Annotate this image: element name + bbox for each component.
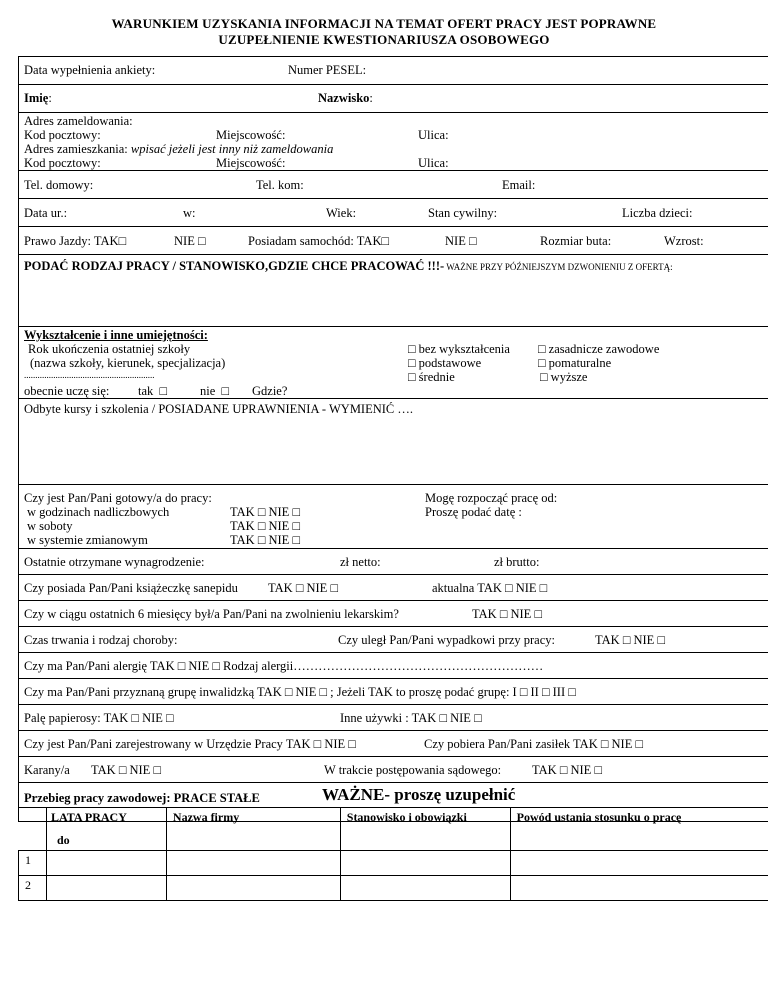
age-field[interactable]: Wiek:: [326, 206, 357, 220]
position-column-header: Stanowisko i obowiązki: [340, 808, 510, 851]
divider: [18, 548, 768, 549]
residence-address-note: wpisać jeżeli jest inny niż zameldowania: [130, 142, 334, 156]
driving-license-no-checkbox[interactable]: NIE □: [174, 234, 206, 248]
divider: [18, 112, 768, 113]
court-proceedings-label: W trakcie postępowania sądowego:: [324, 763, 502, 777]
mobile-phone-field[interactable]: Tel. kom:: [256, 178, 304, 192]
table-cell: [19, 808, 47, 851]
divider: [18, 170, 768, 171]
birth-date-field[interactable]: Data ur.:: [24, 206, 68, 220]
divider: [18, 398, 768, 399]
table-cell[interactable]: [340, 876, 510, 901]
divider: [18, 600, 768, 601]
saturdays-checkboxes[interactable]: TAK □ NIE □: [230, 519, 300, 533]
car-no-checkbox[interactable]: NIE □: [445, 234, 477, 248]
registered-address-label: Adres zameldowania:: [24, 114, 133, 128]
height-field[interactable]: Wzrost:: [664, 234, 704, 248]
car-yes-checkbox[interactable]: Posiadam samochód: TAK□: [248, 234, 390, 248]
checkbox-icon: □: [221, 384, 230, 398]
residence-address-label: [24, 142, 333, 157]
table-row[interactable]: [19, 876, 768, 901]
divider: [18, 730, 768, 731]
first-name-colon: :: [48, 91, 52, 105]
courses-field[interactable]: Odbyte kursy i szkolenia / POSIADANE UPRAWNIENIA - WYMIENIĆ ….: [24, 402, 414, 416]
row-number: 2: [19, 876, 47, 901]
last-name-label: Nazwisko: [318, 91, 370, 105]
last-salary-field[interactable]: Ostatnie otrzymane wynagrodzenie:: [24, 555, 205, 569]
residence-city-field[interactable]: Miejscowość:: [216, 156, 286, 170]
school-year-field[interactable]: Rok ukończenia ostatniej szkoły: [28, 342, 191, 356]
children-count-field[interactable]: Liczba dzieci:: [622, 206, 693, 220]
divider: [18, 226, 768, 227]
divider: [18, 652, 768, 653]
divider: [18, 756, 768, 757]
divider: [18, 84, 768, 85]
disability-field[interactable]: Czy ma Pan/Pani przyznaną grupę inwalidzką TAK □ NIE □ ; Jeżeli TAK to proszę podać grupę: I □ II □ III □: [24, 685, 576, 699]
edu-higher-checkbox[interactable]: □ wyższe: [540, 370, 588, 384]
education-heading: Wykształcenie i inne umiejętności:: [24, 328, 208, 342]
desired-job-note: WAŻNE PRZY PÓŹNIEJSZYM DZWONIENIU Z OFERTĄ:: [444, 262, 673, 272]
residence-street-field[interactable]: Ulica:: [418, 156, 449, 170]
convicted-label: Karany/a: [24, 763, 70, 777]
residence-address-text: Adres zamieszkania:: [24, 142, 131, 156]
smoking-checkboxes[interactable]: Palę papierosy: TAK □ NIE □: [24, 711, 174, 725]
birth-place-field[interactable]: w:: [183, 206, 196, 220]
table-cell[interactable]: [46, 851, 166, 876]
studying-no-checkbox[interactable]: [200, 384, 229, 399]
reason-column-header: Powód ustania stosunku o pracę: [510, 808, 768, 851]
convicted-checkboxes[interactable]: TAK □ NIE □: [91, 763, 161, 777]
stimulants-checkboxes[interactable]: Inne używki : TAK □ NIE □: [340, 711, 482, 725]
table-row[interactable]: [19, 851, 768, 876]
last-name-field[interactable]: [318, 91, 373, 106]
company-column-header: Nazwa firmy: [166, 808, 340, 851]
edu-none-checkbox[interactable]: □ bez wykształcenia: [408, 342, 510, 356]
sick-leave-label: Czy w ciągu ostatnich 6 miesięcy był/a Pan/Pani na zwolnieniu lekarskim?: [24, 607, 399, 621]
gross-salary-field[interactable]: zł brutto:: [494, 555, 540, 569]
edu-secondary-checkbox[interactable]: □ średnie: [408, 370, 455, 384]
school-name-field[interactable]: (nazwa szkoły, kierunek, specjalizacja): [30, 356, 226, 370]
important-note: WAŻNE- proszę uzupełnić: [322, 785, 516, 804]
overtime-checkboxes[interactable]: TAK □ NIE □: [230, 505, 300, 519]
divider: [18, 782, 768, 783]
start-date-field[interactable]: Proszę podać datę :: [425, 505, 522, 519]
row-number: 1: [19, 851, 47, 876]
pesel-field[interactable]: Numer PESEL:: [288, 63, 367, 77]
table-cell[interactable]: [166, 851, 340, 876]
saturdays-label: w soboty: [27, 519, 73, 533]
divider: [18, 254, 768, 255]
work-history-table: [18, 807, 768, 901]
divider: [18, 678, 768, 679]
shifts-checkboxes[interactable]: TAK □ NIE □: [230, 533, 300, 547]
driving-license-yes-checkbox[interactable]: Prawo Jazdy: TAK□: [24, 234, 127, 248]
studying-yes-label: tak: [138, 384, 154, 398]
divider: [18, 626, 768, 627]
studying-no-label: nie: [200, 384, 216, 398]
divider: [18, 704, 768, 705]
postal-code-field[interactable]: Kod pocztowy:: [24, 128, 101, 142]
table-cell[interactable]: [510, 876, 768, 901]
last-name-colon: :: [369, 91, 373, 105]
sanepid-label: Czy posiada Pan/Pani książeczkę sanepidu: [24, 581, 238, 595]
city-field[interactable]: Miejscowość:: [216, 128, 286, 142]
divider: [18, 484, 768, 485]
court-proceedings-checkboxes[interactable]: TAK □ NIE □: [532, 763, 602, 777]
overtime-label: w godzinach nadliczbowych: [27, 505, 170, 519]
benefit-checkboxes[interactable]: Czy pobiera Pan/Pani zasiłek TAK □ NIE □: [424, 737, 644, 751]
school-dots-line: ..........................................................: [24, 370, 155, 380]
survey-date-field[interactable]: Data wypełnienia ankiety:: [24, 63, 156, 77]
currently-studying-label: obecnie uczę się:: [24, 384, 110, 398]
sanepid-valid-checkboxes[interactable]: aktualna TAK □ NIE □: [432, 581, 548, 595]
table-header-row: [19, 808, 768, 851]
desired-job-label: PODAĆ RODZAJ PRACY / STANOWISKO,GDZIE CHCE PRACOWAĆ !!!-: [24, 259, 445, 273]
residence-postal-code-field[interactable]: Kod pocztowy:: [24, 156, 101, 170]
net-salary-field[interactable]: zł netto:: [340, 555, 381, 569]
illness-field[interactable]: Czas trwania i rodzaj choroby:: [24, 633, 178, 647]
first-name-label: Imię: [24, 91, 49, 105]
availability-question: Czy jest Pan/Pani gotowy/a do pracy:: [24, 491, 212, 505]
start-date-label: Mogę rozpocząć pracę od:: [425, 491, 558, 505]
street-field[interactable]: Ulica:: [418, 128, 449, 142]
accident-label: Czy uległ Pan/Pani wypadkowi przy pracy:: [338, 633, 555, 647]
edu-post-secondary-checkbox[interactable]: □ pomaturalne: [538, 356, 612, 370]
divider: [18, 198, 768, 199]
edu-primary-checkbox[interactable]: □ podstawowe: [408, 356, 482, 370]
years-column-header: LATA PRACY do: [46, 808, 166, 851]
study-place-field[interactable]: Gdzie?: [252, 384, 288, 398]
shoe-size-field[interactable]: Rozmiar buta:: [540, 234, 612, 248]
work-history-heading: Przebieg pracy zawodowej: PRACE STAŁE: [24, 791, 260, 805]
form-title-line-1: WARUNKIEM UZYSKANIA INFORMACJI NA TEMAT OFERT PRACY JEST POPRAWNE: [111, 16, 657, 31]
desired-job-field[interactable]: [24, 259, 673, 274]
table-cell[interactable]: [166, 876, 340, 901]
shifts-label: w systemie zmianowym: [27, 533, 148, 547]
first-name-field[interactable]: [24, 91, 52, 106]
home-phone-field[interactable]: Tel. domowy:: [24, 178, 94, 192]
form-title-line-2: UZUPEŁNIENIE KWESTIONARIUSZA OSOBOWEGO: [218, 32, 550, 47]
sanepid-checkboxes[interactable]: TAK □ NIE □: [268, 581, 338, 595]
divider: [18, 574, 768, 575]
divider: [18, 326, 768, 327]
sick-leave-checkboxes[interactable]: TAK □ NIE □: [472, 607, 542, 621]
table-cell[interactable]: [46, 876, 166, 901]
email-field[interactable]: Email:: [502, 178, 536, 192]
studying-yes-checkbox[interactable]: [138, 384, 167, 399]
table-cell[interactable]: [340, 851, 510, 876]
marital-status-field[interactable]: Stan cywilny:: [428, 206, 498, 220]
accident-checkboxes[interactable]: TAK □ NIE □: [595, 633, 665, 647]
edu-vocational-checkbox[interactable]: □ zasadnicze zawodowe: [538, 342, 660, 356]
allergy-field[interactable]: Czy ma Pan/Pani alergię TAK □ NIE □ Rodzaj alergii……………………………………………………: [24, 659, 544, 673]
table-cell[interactable]: [510, 851, 768, 876]
checkbox-icon: □: [159, 384, 168, 398]
labour-office-checkboxes[interactable]: Czy jest Pan/Pani zarejestrowany w Urzędzie Pracy TAK □ NIE □: [24, 737, 356, 751]
